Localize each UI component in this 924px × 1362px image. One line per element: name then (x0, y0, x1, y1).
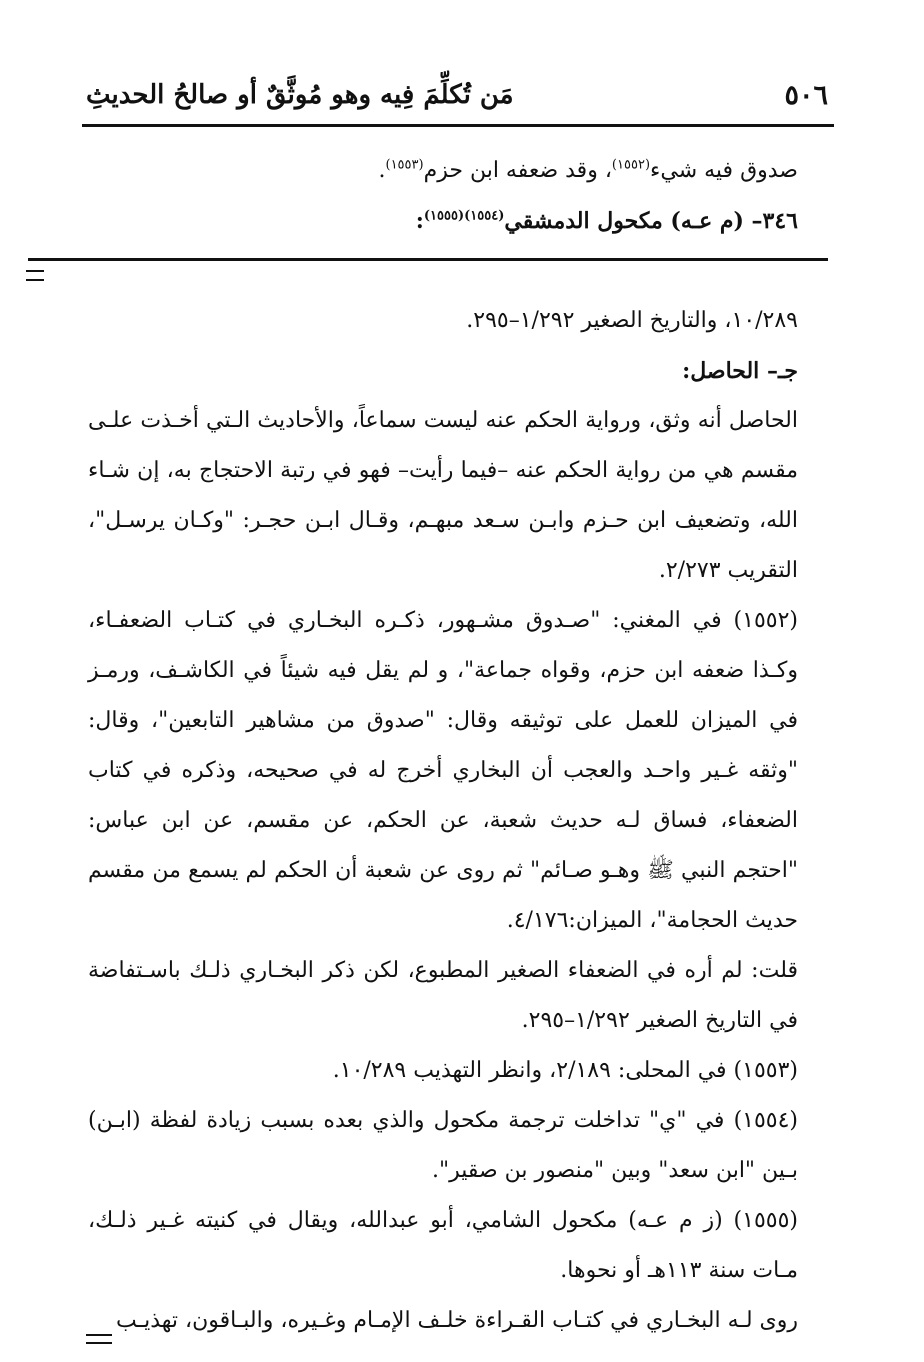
footnote-ref: (١٥٥٢) (611, 157, 651, 173)
footnote-ref: (١٥٥٣) (385, 157, 424, 173)
opening-line (88, 146, 798, 196)
page-header (82, 72, 834, 127)
footnote-text: (ز م عـه) مكحول الشامي، أبو عبدالله، ويقال في كنيته غـير ذلـك، مـات سنة ١١٣هـ أو نحوها. (88, 1208, 798, 1283)
carryover-note: ١٠/٢٨٩، والتاريخ الصغير ١/٢٩٢–٢٩٥. (466, 308, 798, 333)
footnote-label: (١٥٥٤) (733, 1108, 799, 1133)
opening-text-3: . (378, 158, 386, 183)
entry-heading-suffix: : (415, 208, 424, 234)
footnote-ref: (١٥٥٤) (464, 208, 505, 224)
footnote-text: في المحلى: ٢/١٨٩، وانظر التهذيب ١٠/٢٨٩. (332, 1058, 727, 1083)
footnote-ref: (١٥٥٥) (423, 208, 465, 224)
footnote-label: (١٥٥٣) (733, 1058, 798, 1083)
section-paragraph: الحاصل أنه وثق، ورواية الحكم عنه ليست سماعاً، والأحاديث الـتي أخـذت علـى مقسم هي من رواية الحكم عنه –فيما رأيت– فهو في رتبة الاحتجاج به، إن شـاء الله، وتضعيف ابن حـزم وابـن سـعد مبهـم، وقـال ابـن حجـر: "وكـان يرسـل"، التقريب ٢/٢٧٣. (88, 408, 798, 583)
page-body (88, 146, 798, 1346)
section-heading: جـ– الحاصل: (682, 358, 798, 384)
separator (88, 246, 798, 296)
footnote-1555 (88, 1196, 798, 1296)
continuation-mark (26, 270, 44, 281)
footnote-text: في المغني: "صـدوق مشـهور، ذكـره البخـاري في كتـاب الضعفـاء، وكـذا ضعفه ابن حزم، وقواه جماعة"، و لم يقل فيه شيئاً في الكاشـف، ورمـز في الميزان للعمل على توثيقه وقال: "صدوق من مشاهير التابعين"، وقال: "وثقه غـير واحـد والعجب أن البخاري أخرج له في صحيحه، وذكره في كتاب الضعفاء، فساق لـه حديث شعبة، عن الحكم، عن مقسم، عن ابن عباس: "احتجم النبي ﷺ وهـو صـائم" ثم روى عن شعبة أن الحكم لم يسمع من مقسم حديث الحجامة"، الميزان:٤/١٧٦. (88, 608, 799, 933)
footnote-1555-extra: روى لـه البخـاري في كتـاب القـراءة خلـف الإمـام وغـيره، والبـاقون، تهذيـب (116, 1308, 798, 1333)
opening-text-2: ، وقد ضعفه ابن حزم (423, 158, 612, 183)
footnote-1553 (88, 1046, 798, 1096)
footnote-1552 (88, 596, 798, 946)
footnote-label: (١٥٥٥) (733, 1208, 798, 1233)
entry-heading (88, 196, 798, 246)
footnote-1554 (88, 1096, 798, 1196)
footnote-text: في "ي" تداخلت ترجمة مكحول والذي بعده بسبب زيادة لفظة (ابـن) بـين "ابن سعد" وبين "منصور بن صقير". (88, 1108, 798, 1183)
heading-rule (28, 258, 828, 261)
running-title: مَن تُكلِّمَ فِيه وهو مُوثَّقٌ أو صالحُ الحديثِ (86, 80, 514, 110)
entry-heading-text: ٣٤٦– (م عـه) مكحول الدمشقي (504, 208, 798, 234)
opening-text: صدوق فيه شيء (650, 158, 798, 183)
footnote-label: (١٥٥٢) (733, 608, 798, 633)
page-number: ٥٠٦ (784, 80, 828, 111)
page-continuation-mark (86, 1334, 112, 1344)
footnote-1552-extra: قلت: لم أره في الضعفاء الصغير المطبوع، لكن ذكر البخـاري ذلـك باسـتفاضة في التاريخ الصغير ١/٢٩٢–٢٩٥. (88, 958, 798, 1033)
